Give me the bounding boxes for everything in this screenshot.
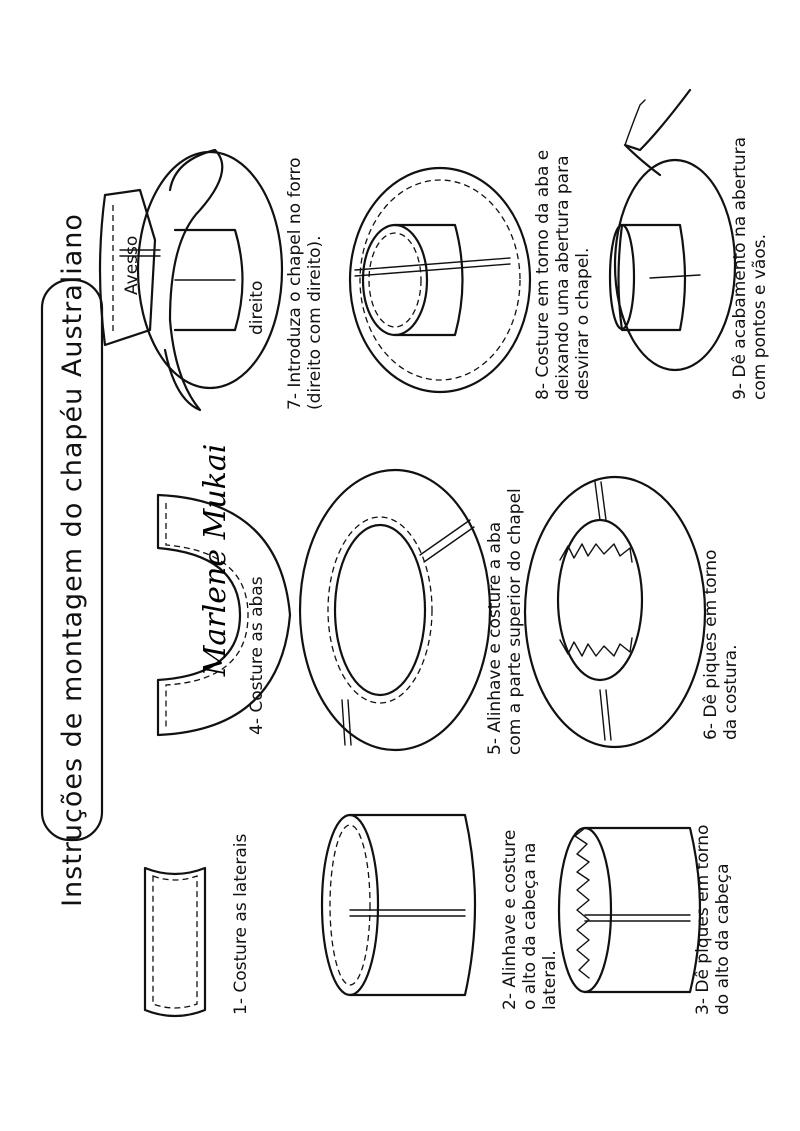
- step-6-line-2: da costura.: [721, 644, 741, 740]
- step-3-illustration: [559, 828, 700, 992]
- step-3-line-1: 3- Dê piques em torno: [693, 824, 713, 1015]
- step-2-line-1: 2- Alinhave e costure: [500, 829, 520, 1010]
- step-5-illustration: [300, 470, 490, 750]
- page-title: Instruções de montagem do chapéu Australiano: [57, 213, 88, 907]
- step-7-line-1: 7- Introduza o chapel no forro: [285, 157, 305, 410]
- step-8-line-3: desvirar o chapel.: [573, 247, 593, 400]
- avesso-label: Avesso: [122, 235, 142, 295]
- step-2-text: [500, 830, 560, 1010]
- step-9-illustration: [610, 90, 735, 370]
- step-2-line-2: o alto da cabeça na: [520, 842, 540, 1010]
- step-8-line-2: deixando uma abertura para: [553, 155, 573, 400]
- step-6-line-1: 6- Dê piques em torno: [701, 549, 721, 740]
- step-8-text: [533, 150, 593, 400]
- step-5-line-1: 5- Alinhave e costure a aba: [485, 521, 505, 755]
- step-7-illustration: [100, 150, 282, 410]
- step-2-illustration: [322, 815, 475, 995]
- step-5-line-2: com a parte superior do chapel: [505, 488, 525, 755]
- title-frame: [42, 213, 102, 907]
- step-9-text: [730, 137, 770, 400]
- step-7-line-2: (direito com direito).: [305, 235, 325, 410]
- step-1-text: 1- Costure as laterais: [231, 833, 251, 1015]
- step-5-text: [485, 488, 525, 755]
- step-3-line-2: do alto da cabeça: [713, 863, 733, 1015]
- step-2-line-3: lateral.: [540, 950, 560, 1010]
- step-9-line-2: com pontos e vãos.: [750, 233, 770, 400]
- step-6-text: [701, 550, 741, 740]
- step-1-illustration: [145, 868, 205, 1016]
- step-4-text: 4- Costure as abas: [247, 576, 267, 735]
- step-6-illustration: [525, 477, 705, 747]
- step-3-text: [693, 825, 733, 1015]
- signature: Marlene Mukai: [198, 443, 233, 677]
- step-9-line-1: 9- Dê acabamento na abertura: [730, 136, 750, 400]
- step-8-illustration: [350, 168, 530, 392]
- step-7-text: [285, 157, 325, 410]
- step-8-line-1: 8- Costure em torno da aba e: [533, 149, 553, 400]
- direito-label: direito: [247, 280, 267, 335]
